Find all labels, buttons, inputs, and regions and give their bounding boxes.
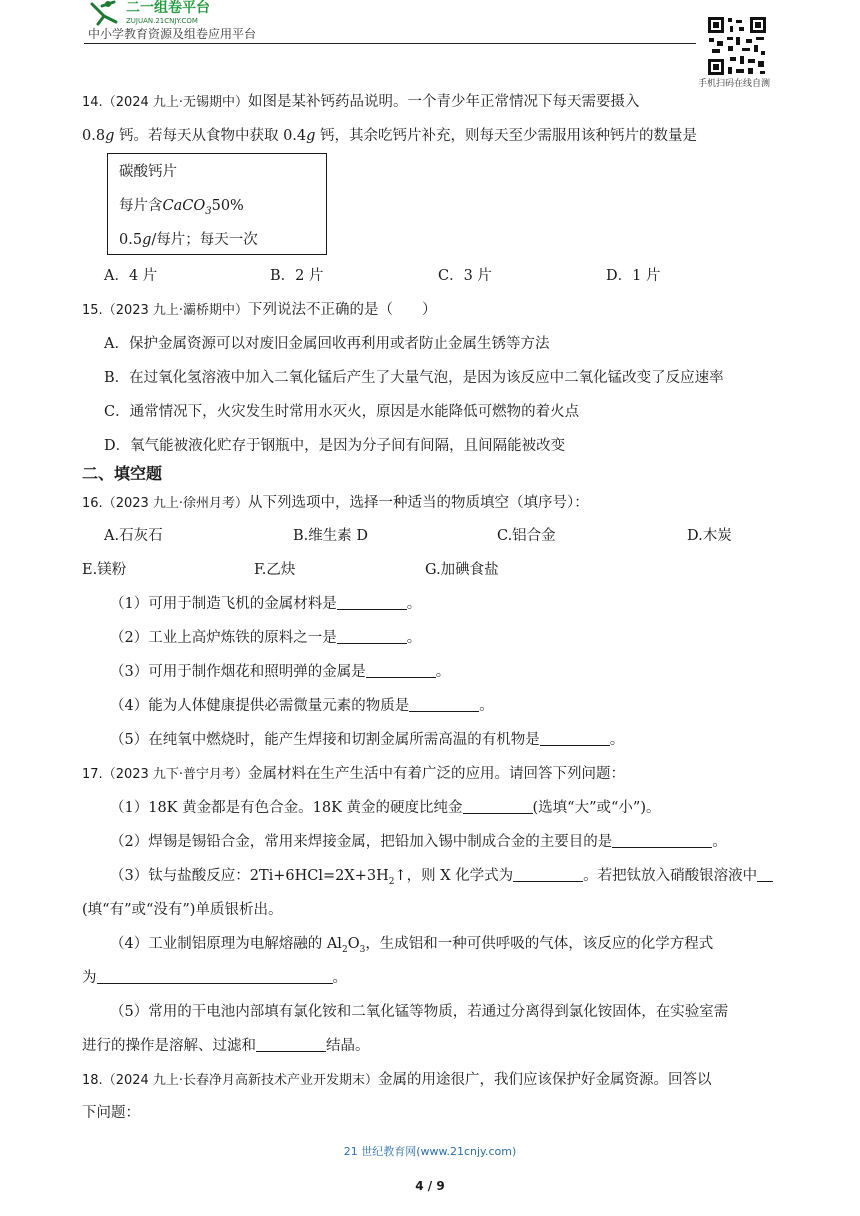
q16-line1 <box>82 491 589 512</box>
text-fragment: O <box>347 936 360 952</box>
question-source: （2023 九上·徐州月考） <box>102 496 249 511</box>
q17-item-3 <box>110 864 773 887</box>
item-text: （2）工业上高炉炼铁的原料之一是 <box>110 630 337 646</box>
item-text: （4）工业制铝原理为电解熔融的 Al <box>110 936 342 952</box>
option-b: B．2 片 <box>270 268 324 284</box>
text-fragment: 每片含 <box>119 198 163 214</box>
q17-item-5: （5）常用的干电池内部填有氯化铵和二氧化锰等物质，若通过分离得到氯化铵固体，在实验室需 <box>110 1004 729 1020</box>
text-fragment: 钙，其余吃钙片补充，则每天至少需服用该种钙片的数量是 <box>315 128 698 144</box>
question-number: 16. <box>82 496 103 511</box>
text-fragment: 。 <box>712 834 727 850</box>
q14-line2 <box>82 124 697 145</box>
q17-line1 <box>82 762 625 783</box>
footer-site-link[interactable]: 21 世纪教育网(www.21cnjy.com) <box>343 1145 517 1158</box>
q18-line2: 下问题： <box>82 1105 140 1121</box>
text-fragment: 。 <box>479 698 494 714</box>
question-number: 14. <box>82 95 103 110</box>
choice-f: F.乙炔 <box>254 562 296 578</box>
answer-blank[interactable] <box>612 833 712 848</box>
item-text: （2）焊锡是锡铅合金，常用来焊接金属，把铅加入锡中制成合金的主要目的是 <box>110 834 613 850</box>
logo-text: 二一组卷平台 <box>126 0 210 16</box>
answer-blank[interactable] <box>366 663 436 678</box>
answer-blank[interactable] <box>337 595 407 610</box>
text-fragment: 。 <box>332 970 347 986</box>
platform-logo <box>88 0 268 26</box>
question-number: 17. <box>82 767 103 782</box>
option-c: C．通常情况下，火灾发生时常用水灭火，原因是水能降低可燃物的着火点 <box>104 404 580 420</box>
q16-item-2 <box>110 626 421 647</box>
text-fragment: 。 <box>609 732 625 748</box>
option-a: A．保护金属资源可以对废旧金属回收再利用或者防止金属生锈等方法 <box>104 336 550 352</box>
text-fragment: ↑，则 X 化学式为 <box>394 868 514 884</box>
answer-blank[interactable] <box>540 731 610 746</box>
text-fragment: 。 <box>406 596 422 612</box>
option-b: B．在过氧化氢溶液中加入二氧化锰后产生了大量气泡，是因为该反应中二氧化锰改变了反应速率 <box>104 370 724 386</box>
choice-c: C.铝合金 <box>497 528 556 544</box>
text-fragment: 进行的操作是溶解、过滤和 <box>82 1038 256 1054</box>
q16-item-5 <box>110 728 624 749</box>
medicine-label-box <box>107 153 327 255</box>
section-title: 二、填空题 <box>82 464 163 483</box>
text-fragment: 为 <box>82 970 97 986</box>
box-dosage-line <box>119 228 258 249</box>
q17-item-3-cont: (填“有”或“没有”)单质银析出。 <box>82 902 283 918</box>
text-fragment: 。 <box>406 630 422 646</box>
item-text: （1）可用于制造飞机的金属材料是 <box>110 596 337 612</box>
page-number: 4 / 9 <box>415 1179 445 1193</box>
choice-b: B.维生素 D <box>293 528 368 544</box>
q17-item-4 <box>110 932 713 955</box>
q18-line1 <box>82 1068 712 1089</box>
header-subtitle: 中小学教育资源及组卷应用平台 <box>88 27 257 41</box>
question-source: （2023 九上·灞桥期中） <box>102 303 249 318</box>
box-content-line <box>119 194 244 217</box>
text-fragment: 50% <box>211 198 244 214</box>
text-fragment: /每片；每天一次 <box>151 232 258 248</box>
text-fragment: 钙。若每天从食物中获取 0.4 <box>114 128 307 144</box>
choice-e: E.镁粉 <box>82 562 127 578</box>
q16-item-1 <box>110 592 421 613</box>
question-source: （2023 九下·普宁月考） <box>102 767 249 782</box>
question-text: 金属材料在生产生活中有着广泛的应用。请回答下列问题： <box>248 766 626 782</box>
q17-item-2 <box>110 830 727 851</box>
item-text: （1）18K 黄金都是有色合金。18K 黄金的硬度比纯金 <box>110 800 463 816</box>
q14-line1 <box>82 90 640 111</box>
item-text: （3）可用于制作烟花和照明弹的金属是 <box>110 664 366 680</box>
answer-blank[interactable] <box>97 969 333 984</box>
question-number: 15. <box>82 303 103 318</box>
question-source: （2024 九上·无锡期中） <box>102 95 249 110</box>
q17-item-5-cont <box>82 1034 370 1055</box>
q15-line1 <box>82 298 437 319</box>
formula: CaCO <box>162 198 206 214</box>
box-title: 碳酸钙片 <box>119 164 177 180</box>
option-d: D．氧气能被液化贮存于钢瓶中，是因为分子间有间隔，且间隔能被改变 <box>104 438 566 454</box>
subscript: 3 <box>359 944 366 955</box>
text-fragment: 0.5 <box>119 232 143 248</box>
q16-item-4 <box>110 694 494 715</box>
text-fragment: (选填“大”或“小”)。 <box>532 800 661 816</box>
answer-blank[interactable] <box>256 1037 326 1052</box>
header-divider <box>84 43 696 44</box>
question-source: （2024 九上·长春净月高新技术产业开发期末） <box>102 1073 379 1088</box>
question-text: 下列说法不正确的是（ ） <box>248 302 437 318</box>
choice-d: D.木炭 <box>687 528 732 544</box>
option-d: D．1 片 <box>606 268 661 284</box>
unit-g: g <box>105 128 115 144</box>
item-text: （3）钛与盐酸反应：2Ti+6HCl=2X+3H <box>110 868 389 884</box>
subscript: 2 <box>341 944 348 955</box>
question-text: 金属的用途很广，我们应该保护好金属资源。回答以 <box>378 1072 712 1088</box>
text-fragment: 。 <box>435 664 451 680</box>
q17-item-4-cont <box>82 966 347 987</box>
qr-code <box>706 15 768 77</box>
choice-a: A.石灰石 <box>104 528 163 544</box>
q16-item-3 <box>110 660 450 681</box>
text-fragment: 0.8 <box>82 128 106 144</box>
q17-item-1 <box>110 796 660 817</box>
unit-g: g <box>306 128 316 144</box>
choice-g: G.加碘食盐 <box>425 562 499 578</box>
text-fragment: ，生成铝和一种可供呼吸的气体，该反应的化学方程式 <box>365 936 714 952</box>
text-fragment: 结晶。 <box>326 1038 370 1054</box>
answer-blank[interactable] <box>463 799 533 814</box>
question-text: 从下列选项中，选择一种适当的物质填空（填序号）： <box>248 495 589 511</box>
text-fragment: 。若把钛放入硝酸银溶液中 <box>583 868 758 884</box>
answer-blank[interactable] <box>409 697 479 712</box>
question-text: 如图是某补钙药品说明。一个青少年正常情况下每天需要摄入 <box>248 94 640 110</box>
question-number: 18. <box>82 1073 103 1088</box>
item-text: （5）在纯氧中燃烧时，能产生焊接和切割金属所需高温的有机物是 <box>110 732 540 748</box>
subscript: 3 <box>205 205 212 217</box>
logo-domain: ZUJUAN.21CNJY.COM <box>126 17 198 25</box>
option-a: A．4 片 <box>104 268 158 284</box>
option-c: C．3 片 <box>438 268 492 284</box>
item-text: （4）能为人体健康提供必需微量元素的物质是 <box>110 698 410 714</box>
subscript: 2 <box>388 876 395 887</box>
unit-g: g <box>142 232 152 248</box>
answer-blank[interactable] <box>513 867 583 882</box>
answer-blank[interactable] <box>337 629 407 644</box>
answer-blank[interactable] <box>757 867 773 882</box>
qr-caption: 手机扫码在线自测 <box>698 79 771 89</box>
